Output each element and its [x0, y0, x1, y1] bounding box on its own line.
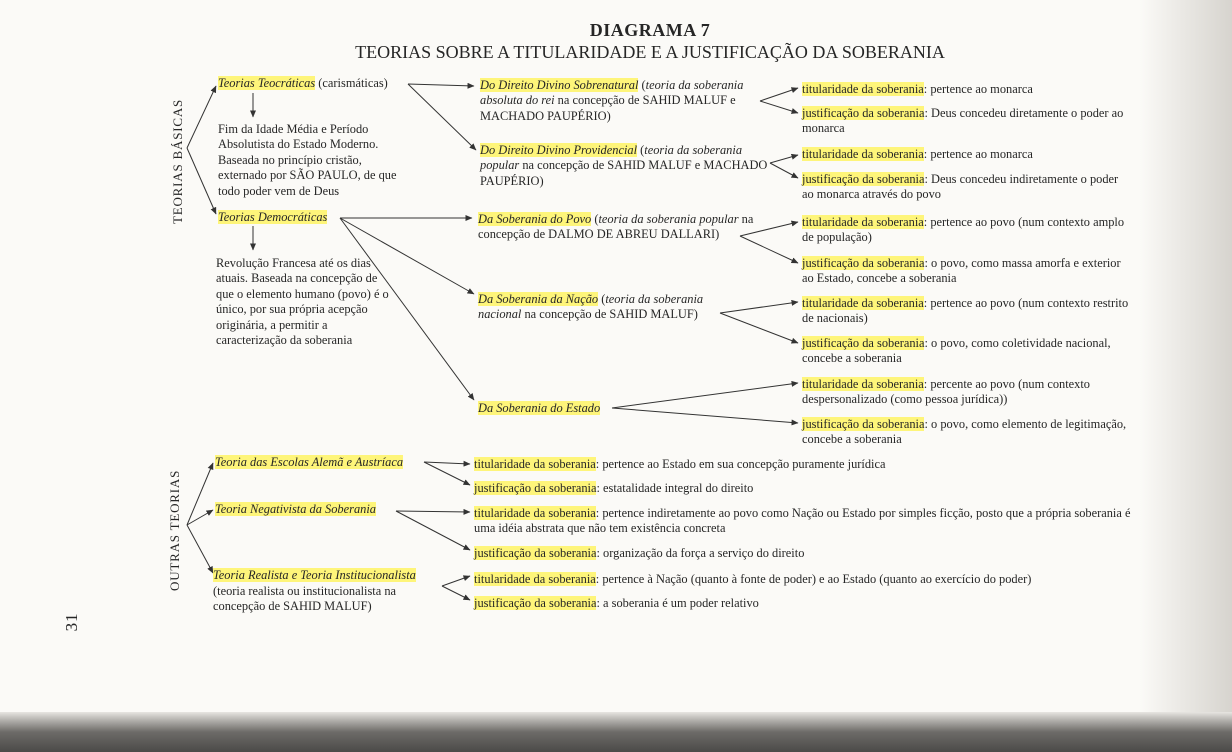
theory-name: Do Direito Divino Providencial — [480, 143, 638, 157]
jus-soberania-nacao — [802, 336, 1132, 367]
theory-soberania-nacao: Da Soberania da Nação (teoria da soberania nacional na concepção de SAHID MALUF) — [478, 292, 704, 322]
jus-label: justificação da soberania — [802, 417, 925, 431]
jus-label: justificação da soberania — [802, 172, 925, 186]
theory-name: Da Soberania do Estado — [478, 401, 601, 415]
group-label-other: OUTRAS TEORIAS — [167, 469, 182, 591]
democraticas-name: Teorias Democráticas — [218, 210, 328, 224]
jus-text: : organização da força a serviço do direito — [596, 546, 805, 560]
theory-divino-sobrenatural: Do Direito Divino Sobrenatural (teoria da soberania absoluta do rei na concepção de SAHID MALUF e MACHADO PAUPÉRIO) — [480, 78, 744, 123]
jus-text: : Deus concedeu indiretamente o poder ao monarca através do povo — [802, 172, 1119, 202]
tit-realista — [474, 572, 1031, 587]
jus-label: justificação da soberania — [802, 106, 925, 120]
tit-soberania-povo — [802, 215, 1132, 246]
jus-escolas — [474, 481, 753, 496]
tit-escolas — [474, 457, 885, 472]
tit-label: titularidade da soberania — [802, 215, 924, 229]
theory-desc-italic: teoria da soberania popular — [480, 143, 743, 173]
theory-name: Da Soberania do Povo — [478, 212, 592, 226]
tit-negativista — [474, 506, 1134, 537]
jus-text: : estatalidade integral do direito — [596, 481, 754, 495]
theory-soberania-povo: Da Soberania do Povo (teoria da soberania popular na concepção de DALMO DE ABREU DALLARI) — [478, 212, 754, 242]
theory-name: Do Direito Divino Sobrenatural — [480, 78, 639, 92]
other-negativista — [215, 502, 376, 517]
page-number: 31 — [62, 612, 81, 632]
tit-label: titularidade da soberania — [802, 82, 924, 96]
tit-label: titularidade da soberania — [474, 572, 596, 586]
tit-text: : pertence ao monarca — [923, 82, 1033, 96]
tit-label: titularidade da soberania — [802, 377, 924, 391]
jus-text: : Deus concedeu diretamente o poder ao monarca — [802, 106, 1124, 136]
jus-text: : o povo, como massa amorfa e exterior ao Estado, concebe a soberania — [802, 256, 1121, 286]
tit-divino-providencial — [802, 147, 1132, 162]
diagram-number: DIAGRAMA 7 — [589, 20, 711, 40]
other-name: Teoria das Escolas Alemã e Austríaca — [215, 455, 404, 469]
theory-name: Da Soberania da Nação — [478, 292, 599, 306]
other-name: Teoria Realista e Teoria Institucionalista — [213, 568, 416, 582]
other-realista-sub: (teoria realista ou institucionalista na concepção de SAHID MALUF) — [213, 584, 397, 614]
democraticas-heading — [218, 210, 327, 225]
jus-text: : a soberania é um poder relativo — [596, 596, 759, 610]
jus-label: justificação da soberania — [474, 481, 597, 495]
tit-text: : pertence à Nação (quanto à fonte de poder) e ao Estado (quanto ao exercício do poder) — [595, 572, 1032, 586]
theory-desc-italic: teoria da soberania popular — [598, 212, 739, 226]
jus-realista — [474, 596, 759, 611]
teocraticas-note: Fim da Idade Média e Período Absolutista do Estado Moderno. Baseada no princípio cristão, externado por SÃO PAULO, de que todo poder vem de Deus — [218, 122, 397, 198]
other-name: Teoria Negativista da Soberania — [215, 502, 376, 516]
other-escolas — [215, 455, 403, 470]
theory-desc-italic: teoria da soberania nacional — [478, 292, 704, 322]
diagram-title: TEORIAS SOBRE A TITULARIDADE E A JUSTIFICAÇÃO DA SOBERANIA — [355, 42, 945, 62]
democraticas-note: Revolução Francesa até os dias atuais. Baseada na concepção de que o elemento humano (povo) é o único, por sua própria acepção originária, a permitir a caracterização da soberania — [216, 256, 389, 348]
tit-text: : percente ao povo (num contexto despersonalizado (como pessoa jurídica)) — [802, 377, 1090, 407]
tit-text: : pertence ao povo (num contexto restrito de nacionais) — [802, 296, 1129, 326]
tit-text: : pertence ao Estado em sua concepção puramente jurídica — [595, 457, 886, 471]
tit-label: titularidade da soberania — [802, 147, 924, 161]
teocraticas-qualifier: (carismáticas) — [315, 76, 388, 90]
theory-desc: na concepção de SAHID MALUF) — [521, 307, 698, 322]
jus-label: justificação da soberania — [802, 336, 925, 350]
tit-soberania-estado — [802, 377, 1132, 408]
group-label-basic: TEORIAS BÁSICAS — [170, 98, 185, 224]
jus-text: : o povo, como coletividade nacional, concebe a soberania — [802, 336, 1111, 366]
jus-label: justificação da soberania — [802, 256, 925, 270]
jus-label: justificação da soberania — [474, 546, 597, 560]
theory-desc: na concepção de SAHID MALUF e MACHADO PAUPÉRIO) — [480, 93, 736, 123]
tit-text: : pertence ao povo (num contexto amplo de população) — [802, 215, 1125, 245]
jus-divino-providencial — [802, 172, 1132, 203]
tit-soberania-nacao — [802, 296, 1132, 327]
teocraticas-name: Teorias Teocráticas — [218, 76, 316, 90]
tit-text: : pertence ao monarca — [923, 147, 1033, 161]
tit-divino-sobrenatural — [802, 82, 1132, 97]
tit-label: titularidade da soberania — [474, 506, 596, 520]
theory-desc: na concepção de DALMO DE ABREU DALLARI) — [478, 212, 754, 242]
tit-label: titularidade da soberania — [474, 457, 596, 471]
page-bottom-edge — [0, 712, 1232, 752]
jus-label: justificação da soberania — [474, 596, 597, 610]
jus-soberania-povo — [802, 256, 1132, 287]
tit-label: titularidade da soberania — [802, 296, 924, 310]
jus-divino-sobrenatural — [802, 106, 1132, 137]
jus-negativista — [474, 546, 804, 561]
tit-text: : pertence indiretamente ao povo como Nação ou Estado por simples ficção, posto que a própria soberania é uma idéia abstrata que não tem existência concreta — [474, 506, 1131, 536]
theory-divino-providencial: Do Direito Divino Providencial (teoria da soberania popular na concepção de SAHID MALUF e MACHADO PAUPÉRIO) — [480, 143, 768, 188]
theory-soberania-estado — [478, 401, 600, 416]
jus-soberania-estado — [802, 417, 1132, 448]
jus-text: : o povo, como elemento de legitimação, concebe a soberania — [802, 417, 1127, 447]
theory-desc-italic: teoria da soberania absoluta do rei — [480, 78, 744, 108]
teocraticas-heading — [218, 76, 388, 91]
theory-desc: na concepção de SAHID MALUF e MACHADO PAUPÉRIO) — [480, 158, 768, 188]
other-realista — [213, 568, 416, 583]
